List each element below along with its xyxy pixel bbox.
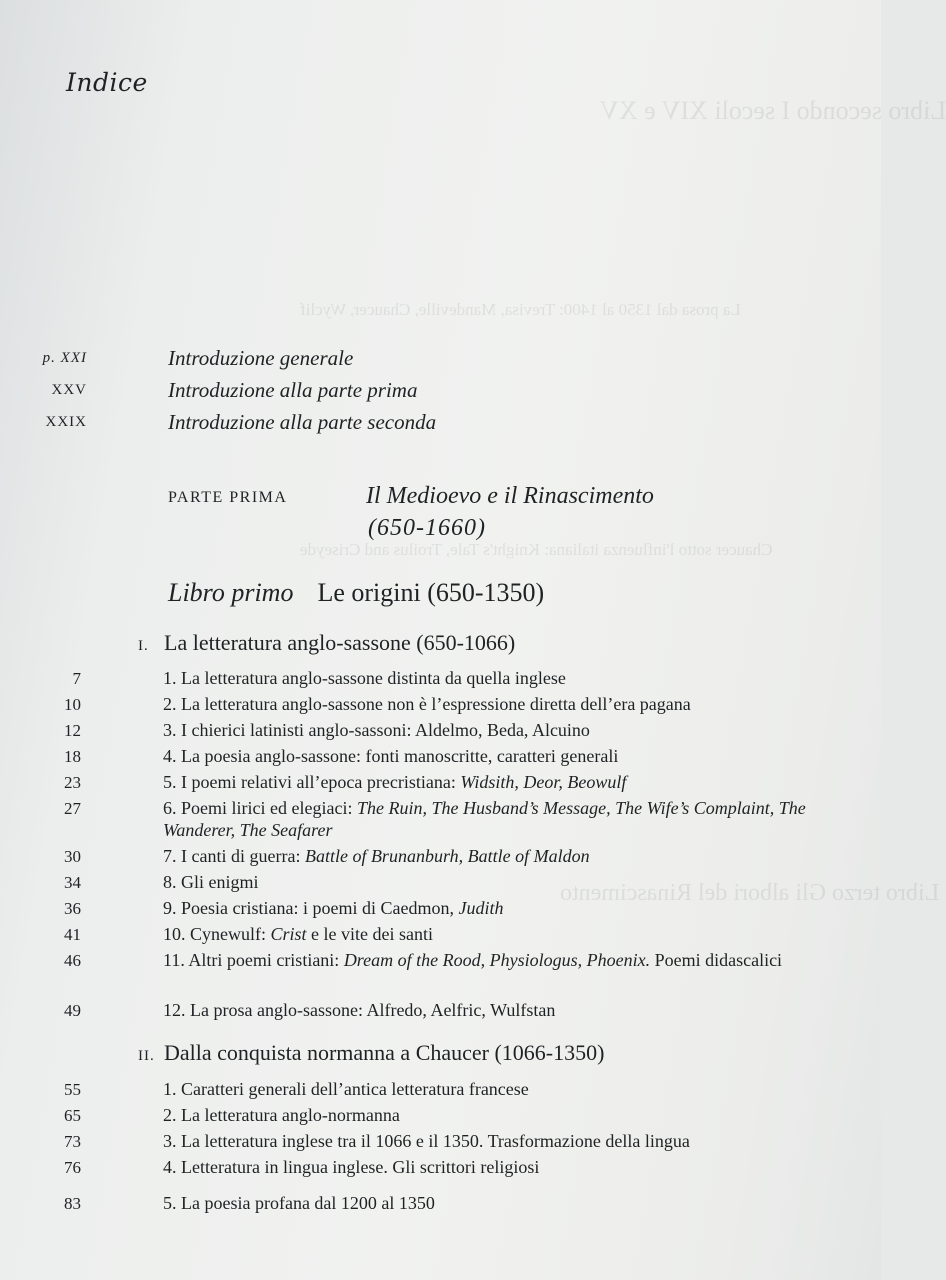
intro-page-number: p. XXI xyxy=(42,350,87,366)
entry-text-italic: Crist xyxy=(270,924,307,944)
entry-text: 4. Letteratura in lingua inglese. Gli scrittori religiosi xyxy=(163,1157,540,1177)
entry-text: 3. La letteratura inglese tra il 1066 e il 1350. Trasformazione della lingua xyxy=(163,1131,690,1151)
entry-page-number: 46 xyxy=(64,951,81,970)
entry-text-roman: 10. Cynewulf: xyxy=(163,924,266,944)
entry-page-number: 18 xyxy=(64,747,81,766)
entry-page-number: 36 xyxy=(64,899,81,918)
chapter-title: Dalla conquista normanna a Chaucer (1066-1350) xyxy=(164,1040,605,1065)
entry-text-roman: 5. I poemi relativi all’epoca precristiana: xyxy=(163,772,456,792)
book-label: Libro primo xyxy=(168,578,294,607)
show-through-text: Libro secondo I secoli XIV e XV xyxy=(600,96,946,125)
entry-text-italic: Widsith, Deor, Beowulf xyxy=(460,772,627,792)
intro-title: Introduzione alla parte prima xyxy=(168,378,418,402)
entry-page-number: 34 xyxy=(64,873,81,892)
entry-page-number: 83 xyxy=(64,1194,81,1213)
entry-text xyxy=(163,771,823,793)
entry-text-roman: 11. Altri poemi cristiani: xyxy=(163,950,340,970)
entry-text: 2. La letteratura anglo-normanna xyxy=(163,1105,400,1125)
entry-text: 8. Gli enigmi xyxy=(163,872,259,892)
entry-text: 5. La poesia profana dal 1200 al 1350 xyxy=(163,1193,435,1213)
entry-text: 1. La letteratura anglo-sassone distinta da quella inglese xyxy=(163,668,566,688)
entry-text-italic: Battle of Brunanburh, Battle of Maldon xyxy=(304,846,590,866)
entry-page-number: 27 xyxy=(64,799,81,818)
intro-row xyxy=(0,378,881,404)
book-title: Le origini (650-1350) xyxy=(317,578,545,607)
chapter-title: La letteratura anglo-sassone (650-1066) xyxy=(164,630,516,655)
entry-text-roman: 6. Poemi lirici ed elegiaci: xyxy=(163,798,353,818)
entry-text-after: Poemi didascalici xyxy=(654,950,783,970)
part-years: (650-1660) xyxy=(368,515,486,541)
show-through-text: Chaucer sotto l'influenza italiana: Knight's Tale, Troilus and Criseyde xyxy=(300,540,773,559)
entry-text xyxy=(163,797,823,841)
book-heading xyxy=(168,578,544,608)
entry-text-italic: Judith xyxy=(458,898,504,918)
intro-row xyxy=(0,346,881,372)
entry-text-italic: Dream of the Rood, Physiologus, Phoenix. xyxy=(343,950,651,970)
entry-text-roman: 9. Poesia cristiana: i poemi di Caedmon, xyxy=(163,898,454,918)
intro-page-number: XXV xyxy=(51,382,87,398)
entry-page-number: 76 xyxy=(64,1158,81,1177)
entry-text: 12. La prosa anglo-sassone: Alfredo, Aelfric, Wulfstan xyxy=(163,1000,556,1020)
intro-page-number: XXIX xyxy=(45,414,87,430)
entry-page-number: 73 xyxy=(64,1132,81,1151)
entry-text xyxy=(163,897,823,919)
chapter-number: II. xyxy=(138,1048,155,1064)
show-through-text: La prosa dal 1350 al 1400: Trevisa, Mandeville, Chaucer, Wyclif xyxy=(300,300,741,319)
intro-row xyxy=(0,410,881,436)
chapter-number: I. xyxy=(138,638,149,654)
entry-page-number: 41 xyxy=(64,925,81,944)
index-heading: Indice xyxy=(66,68,148,97)
chapter-heading xyxy=(138,1040,604,1066)
entry-text-after: e le vite dei santi xyxy=(311,924,433,944)
entry-page-number: 65 xyxy=(64,1106,81,1125)
entry-page-number: 10 xyxy=(64,695,81,714)
intro-title: Introduzione generale xyxy=(168,346,354,370)
entry-page-number: 23 xyxy=(64,773,81,792)
entry-text: 1. Caratteri generali dell’antica letteratura francese xyxy=(163,1079,529,1099)
part-name: Il Medioevo e il Rinascimento xyxy=(366,483,654,509)
chapter-heading xyxy=(138,630,515,656)
entry-text: 3. I chierici latinisti anglo-sassoni: Aldelmo, Beda, Alcuino xyxy=(163,720,590,740)
entry-text: 2. La letteratura anglo-sassone non è l’espressione diretta dell’era pagana xyxy=(163,694,691,714)
entry-page-number: 49 xyxy=(64,1001,81,1020)
entry-text-roman: 7. I canti di guerra: xyxy=(163,846,301,866)
entry-text-italic: The Ruin, The Husband’s Message, The Wife’s Complaint, The Wanderer, The Seafarer xyxy=(163,798,806,840)
entry-text xyxy=(163,923,823,945)
show-through-text: Libro terzo Gli albori del Rinascimento xyxy=(560,880,940,906)
entry-page-number: 30 xyxy=(64,847,81,866)
entry-text: 4. La poesia anglo-sassone: fonti manoscritte, caratteri generali xyxy=(163,746,619,766)
part-label: PARTE PRIMA xyxy=(168,489,288,506)
entry-page-number: 7 xyxy=(72,669,81,688)
intro-title: Introduzione alla parte seconda xyxy=(168,410,437,434)
entry-page-number: 12 xyxy=(64,721,81,740)
entry-page-number: 55 xyxy=(64,1080,81,1099)
entry-text xyxy=(163,949,823,971)
entry-text xyxy=(163,845,823,867)
